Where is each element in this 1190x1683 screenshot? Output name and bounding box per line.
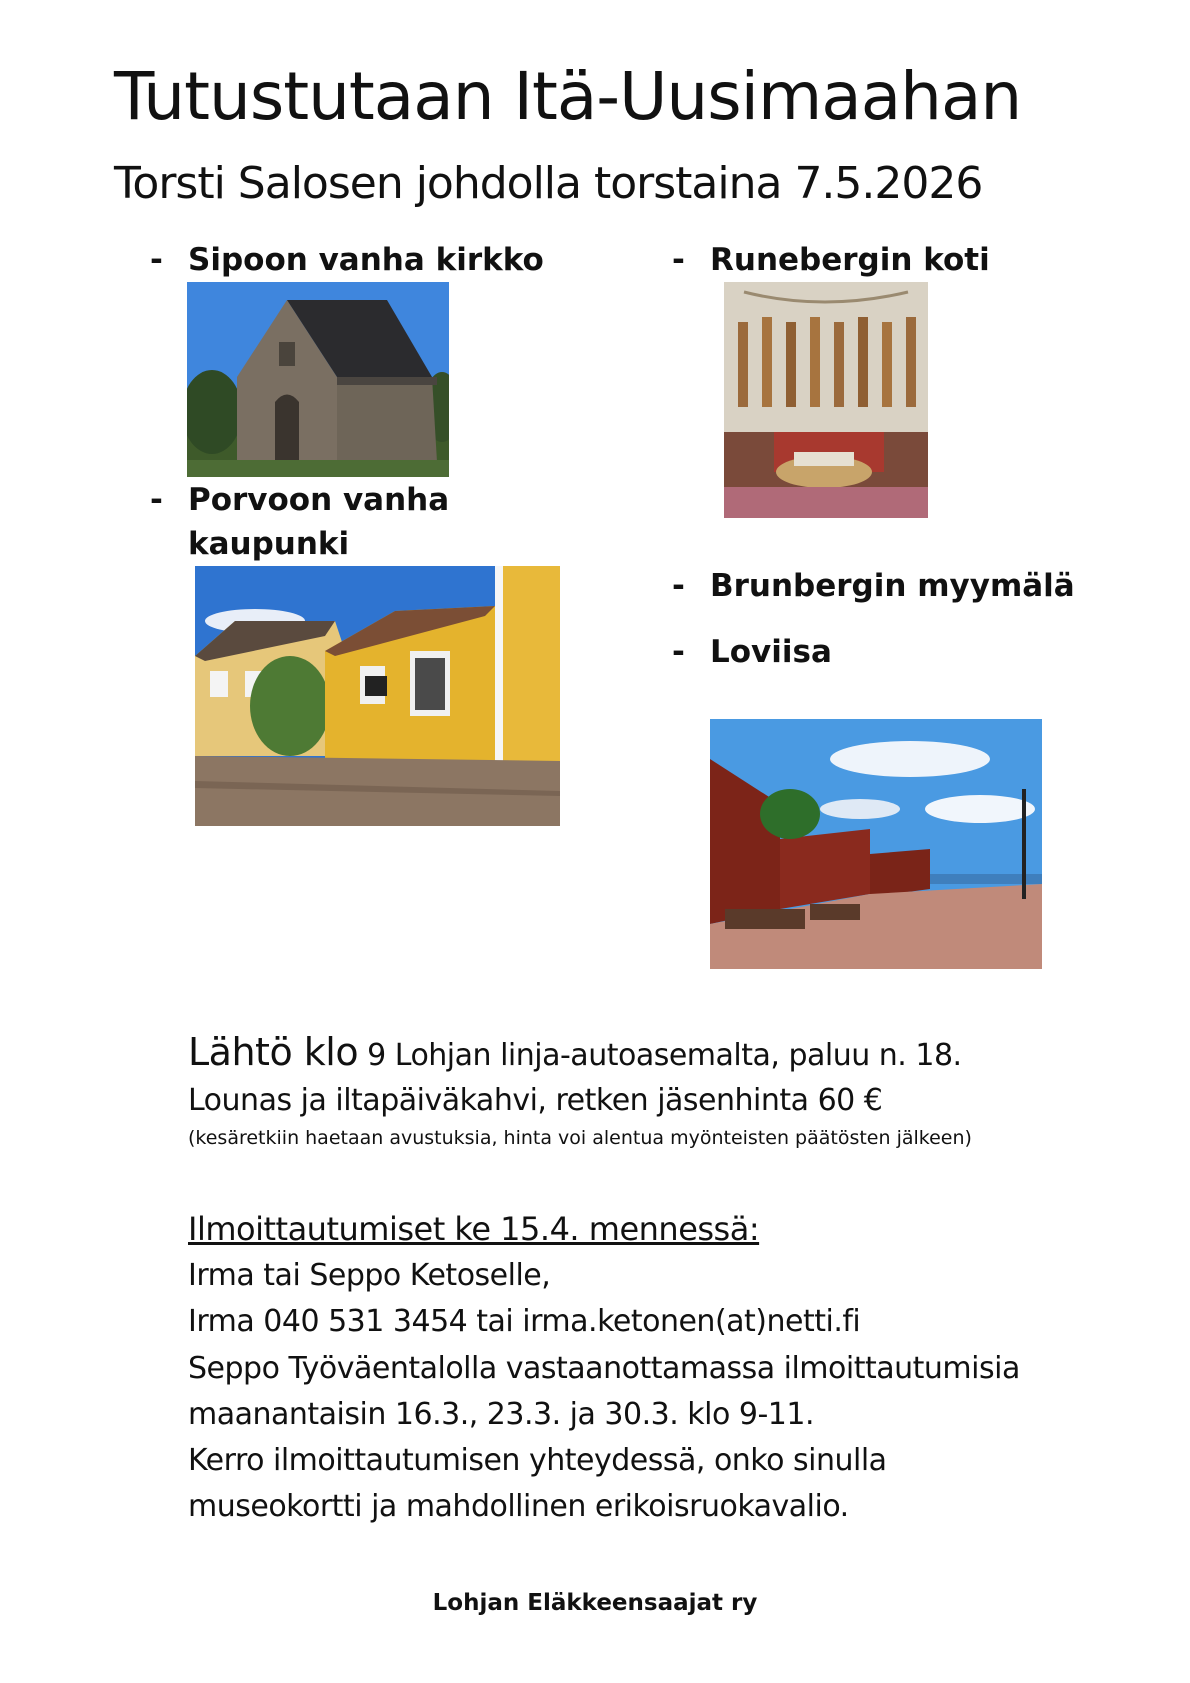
destination-label: Runebergin koti (710, 242, 990, 278)
destination-label-line1: Porvoon vanha (188, 482, 450, 518)
page-subtitle: Torsti Salosen johdolla torstaina 7.5.2026 (114, 158, 983, 209)
page-title: Tutustutaan Itä-Uusimaahan (114, 58, 1022, 135)
runeberg-home-photo (724, 282, 928, 518)
registration-heading: Ilmoittautumiset ke 15.4. mennessä: (188, 1210, 760, 1248)
lunch-price-info: Lounas ja iltapäiväkahvi, retken jäsenhinta 60 € (188, 1083, 883, 1118)
destination-brunberg (672, 564, 1075, 608)
destination-porvoo (150, 478, 450, 566)
loviisa-harbour-photo (710, 719, 1042, 969)
destination-runeberg (672, 238, 990, 282)
registration-line: Kerro ilmoittautumisen yhteydessä, onko sinulla (188, 1443, 887, 1478)
registration-line: Irma 040 531 3454 tai irma.ketonen(at)netti.fi (188, 1304, 861, 1339)
registration-line: Seppo Työväentalolla vastaanottamassa ilmoittautumisia (188, 1351, 1020, 1386)
destination-label-line2: kaupunki (188, 526, 350, 562)
registration-line: museokortti ja mahdollinen erikoisruokavalio. (188, 1489, 849, 1524)
destination-loviisa (672, 630, 832, 674)
departure-details: 9 Lohjan linja-autoasemalta, paluu n. 18. (358, 1038, 962, 1073)
departure-label: Lähtö klo (188, 1030, 359, 1074)
departure-info (188, 1030, 962, 1074)
list-dash: - (672, 242, 685, 278)
destination-label: Brunbergin myymälä (710, 568, 1075, 604)
list-dash: - (150, 242, 163, 278)
porvoo-old-town-photo (195, 566, 560, 826)
list-dash: - (672, 634, 685, 670)
destination-sipoo (150, 238, 544, 282)
registration-line: Irma tai Seppo Ketoselle, (188, 1258, 551, 1293)
registration-line: maanantaisin 16.3., 23.3. ja 30.3. klo 9-11. (188, 1397, 815, 1432)
sipoo-church-photo (187, 282, 449, 477)
list-dash: - (672, 568, 685, 604)
list-dash: - (150, 482, 163, 518)
subsidy-note: (kesäretkiin haetaan avustuksia, hinta voi alentua myönteisten päätösten jälkeen) (188, 1127, 972, 1149)
destination-label: Sipoon vanha kirkko (188, 242, 544, 278)
destination-label: Loviisa (710, 634, 832, 670)
organization-footer: Lohjan Eläkkeensaajat ry (432, 1590, 758, 1616)
